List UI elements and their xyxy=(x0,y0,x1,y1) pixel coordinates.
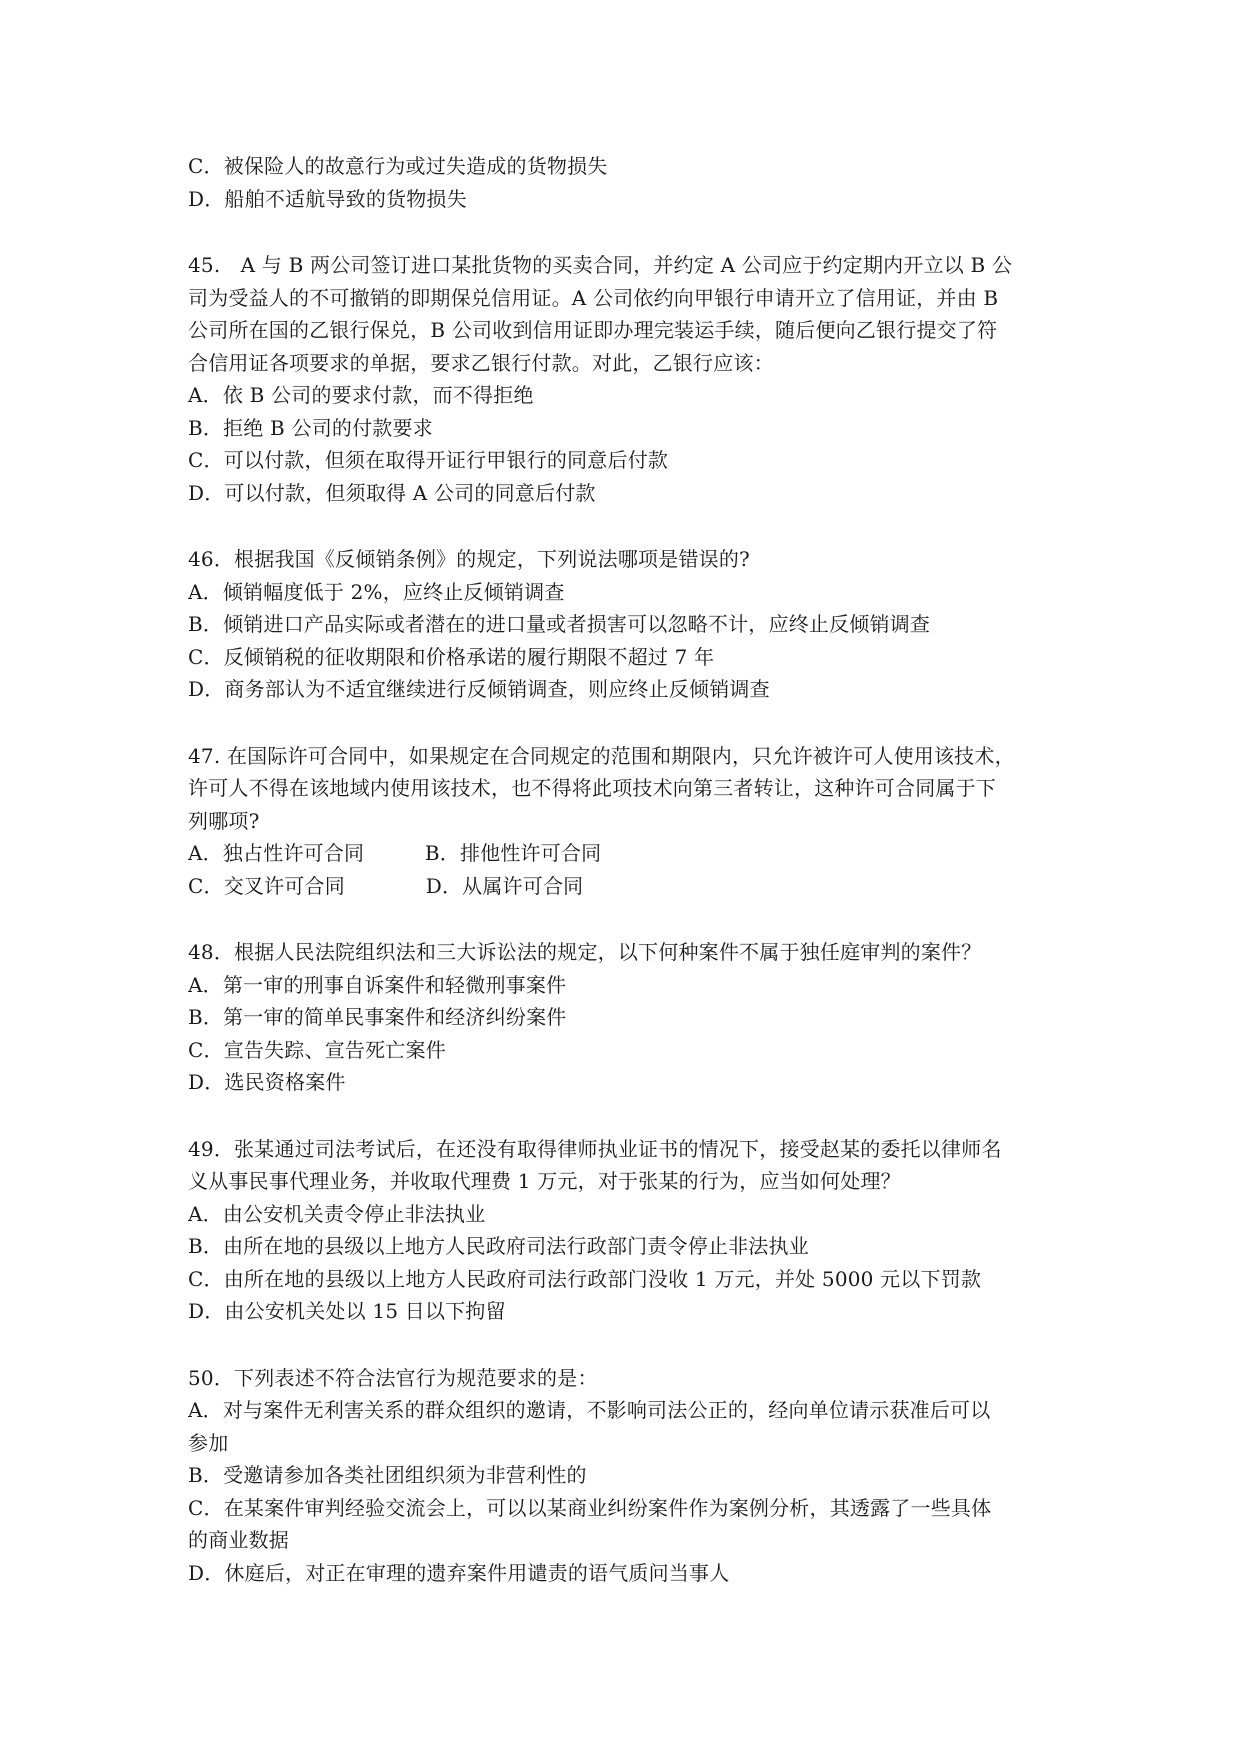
option-a-continued: 参加 xyxy=(188,1430,229,1455)
question-46 xyxy=(188,543,1056,706)
question-stem: 46．根据我国《反倾销条例》的规定，下列说法哪项是错误的? xyxy=(188,547,750,571)
option-a: A．倾销幅度低于 2%，应终止反倾销调查 xyxy=(188,579,565,604)
option-a: A．由公安机关责令停止非法执业 xyxy=(188,1201,486,1226)
question-stem: 50．下列表述不符合法官行为规范要求的是： xyxy=(188,1365,598,1390)
option-d: D．商务部认为不适宜继续进行反倾销调查，则应终止反倾销调查 xyxy=(188,677,770,701)
option-c-continued: 的商业数据 xyxy=(188,1528,289,1552)
spacer xyxy=(188,509,1056,543)
spacer xyxy=(188,215,1056,249)
option-b: B．倾销进口产品实际或者潜在的进口量或者损害可以忽略不计，应终止反倾销调查 xyxy=(188,612,931,636)
spacer xyxy=(188,1328,1056,1362)
option-d: D．船舶不适航导致的货物损失 xyxy=(188,186,467,211)
options-a-b: A．独占性许可合同 B．排他性许可合同 xyxy=(188,841,602,865)
question-stem: 47. 在国际许可合同中，如果规定在合同规定的范围和期限内，只允许被许可人使用该技术， xyxy=(188,743,1015,768)
question-47 xyxy=(188,740,1056,903)
option-d: D．由公安机关处以 15 日以下拘留 xyxy=(188,1299,506,1323)
question-44-tail xyxy=(188,150,1056,215)
question-stem: 45. A 与 B 两公司签订进口某批货物的买卖合同，并约定 A 公司应于约定期内开立以 B 公 xyxy=(188,253,1013,277)
option-b: B．第一审的简单民事案件和经济纠纷案件 xyxy=(188,1005,567,1029)
option-c: C．在某案件审判经验交流会上，可以以某商业纠纷案件作为案例分析，其透露了一些具体 xyxy=(188,1495,992,1520)
option-d: D．休庭后，对正在审理的遗弃案件用谴责的语气质问当事人 xyxy=(188,1560,730,1585)
option-c: C．被保险人的故意行为或过失造成的货物损失 xyxy=(188,154,608,178)
question-stem: 司为受益人的不可撤销的即期保兑信用证。A 公司依约向甲银行申请开立了信用证，并由 B xyxy=(188,285,999,310)
question-stem: 合信用证各项要求的单据，要求乙银行付款。对此，乙银行应该： xyxy=(188,350,774,375)
option-a: A．对与案件无利害关系的群众组织的邀请，不影响司法公正的，经向单位请示获准后可以 xyxy=(188,1398,991,1422)
question-stem: 列哪项? xyxy=(188,808,260,833)
question-stem: 49．张某通过司法考试后，在还没有取得律师执业证书的情况下，接受赵某的委托以律师名 xyxy=(188,1136,1002,1161)
option-b: B．由所在地的县级以上地方人民政府司法行政部门责令停止非法执业 xyxy=(188,1234,809,1258)
question-49 xyxy=(188,1133,1056,1328)
option-c: C．可以付款，但须在取得开证行甲银行的同意后付款 xyxy=(188,448,669,472)
spacer xyxy=(188,902,1056,936)
option-a: A．第一审的刑事自诉案件和轻微刑事案件 xyxy=(188,972,567,997)
option-c: C．反倾销税的征收期限和价格承诺的履行期限不超过 7 年 xyxy=(188,644,715,669)
question-50 xyxy=(188,1362,1056,1590)
option-c: C．宣告失踪、宣告死亡案件 xyxy=(188,1037,446,1062)
option-a: A．依 B 公司的要求付款，而不得拒绝 xyxy=(188,383,534,407)
question-stem: 义从事民事代理业务，并收取代理费 1 万元，对于张某的行为，应当如何处理？ xyxy=(188,1169,901,1193)
option-b: B．拒绝 B 公司的付款要求 xyxy=(188,415,433,440)
option-d: D．可以付款，但须取得 A 公司的同意后付款 xyxy=(188,480,596,505)
option-b: B．受邀请参加各类社团组织须为非营利性的 xyxy=(188,1463,587,1487)
question-45 xyxy=(188,249,1056,509)
spacer xyxy=(188,706,1056,740)
question-48 xyxy=(188,936,1056,1099)
option-d: D．选民资格案件 xyxy=(188,1070,346,1094)
options-c-d: C．交叉许可合同 D．从属许可合同 xyxy=(188,873,584,898)
document-page xyxy=(188,150,1056,1589)
spacer xyxy=(188,1099,1056,1133)
option-c: C．由所在地的县级以上地方人民政府司法行政部门没收 1 万元，并处 5000 元以下罚款 xyxy=(188,1266,982,1291)
question-stem: 公司所在国的乙银行保兑，B 公司收到信用证即办理完装运手续，随后便向乙银行提交了符 xyxy=(188,318,998,342)
question-stem: 48．根据人民法院组织法和三大诉讼法的规定，以下何种案件不属于独任庭审判的案件？ xyxy=(188,940,982,964)
question-stem: 许可人不得在该地域内使用该技术，也不得将此项技术向第三者转让，这种许可合同属于下 xyxy=(188,776,996,800)
